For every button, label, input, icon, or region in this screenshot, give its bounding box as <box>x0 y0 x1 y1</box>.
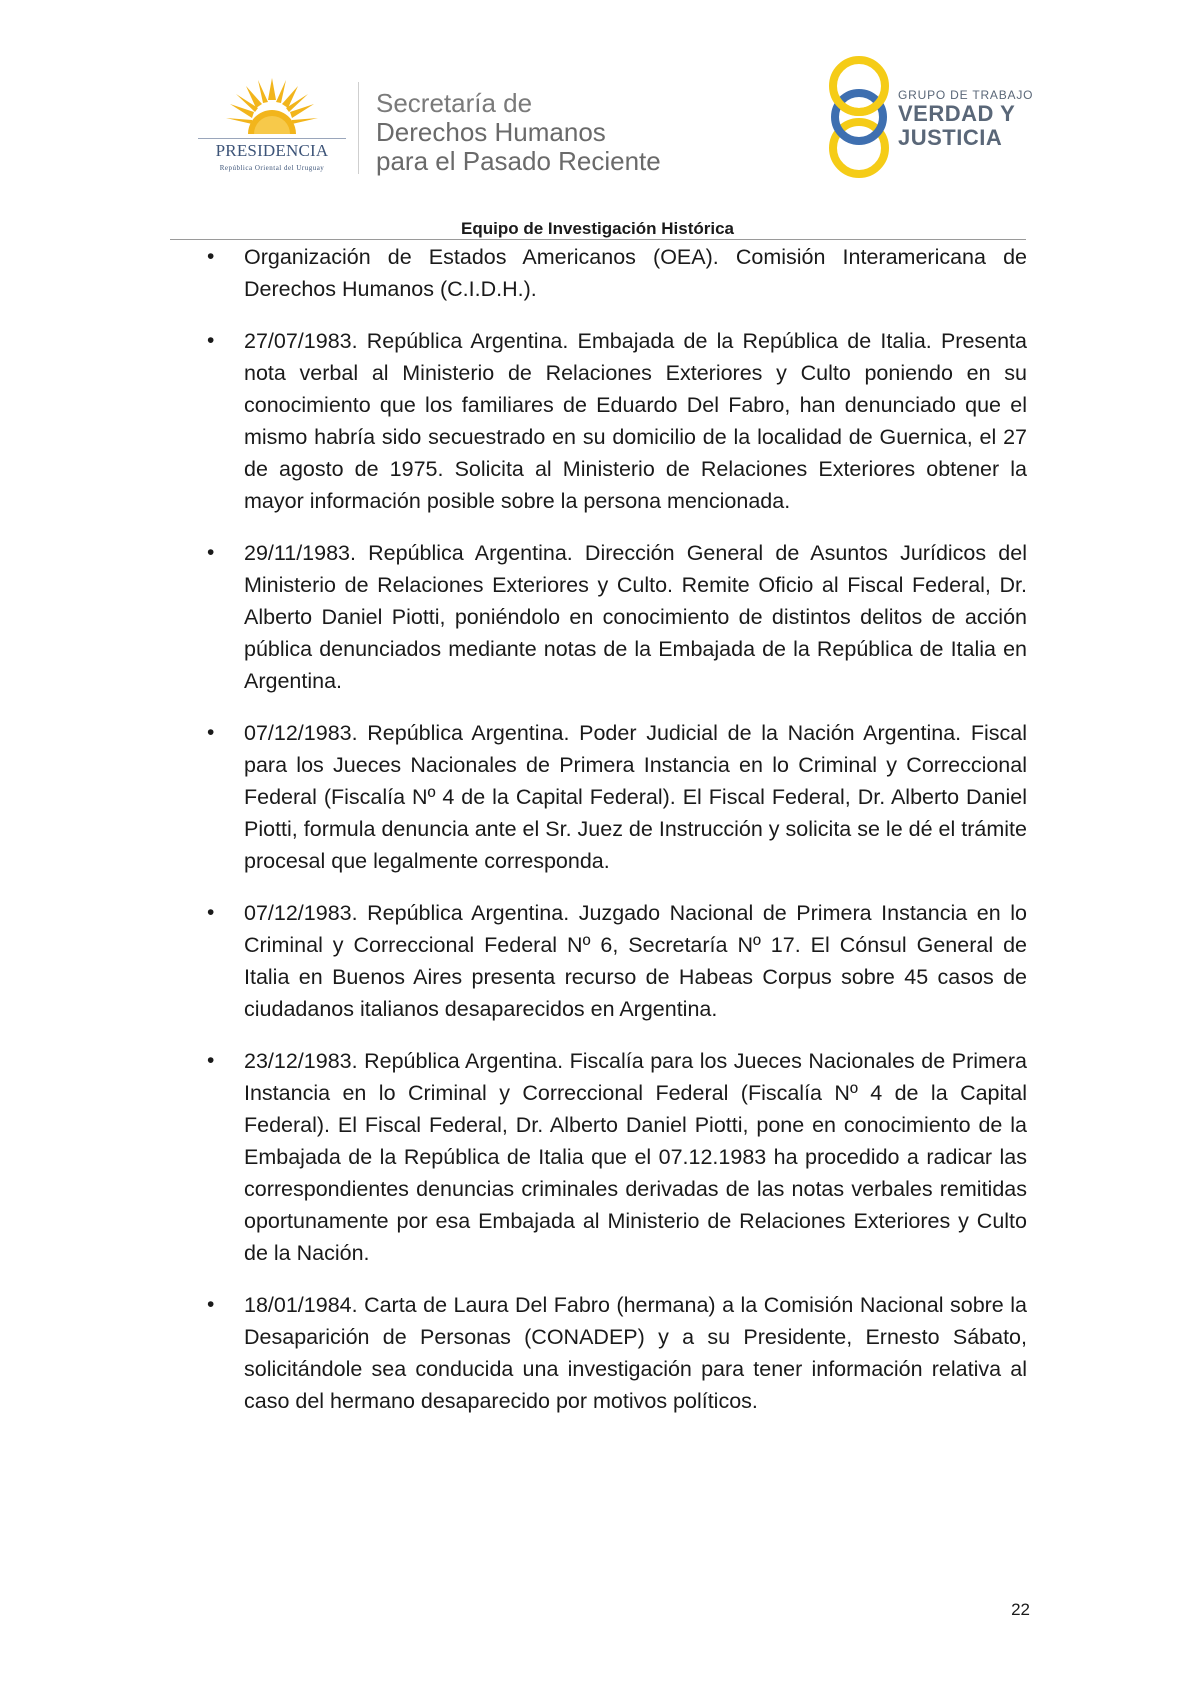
list-item <box>205 1289 1027 1417</box>
bullet: • <box>207 721 215 744</box>
document-body <box>205 241 1027 1437</box>
list-item-text: Organización de Estados Americanos (OEA). Comisión Interamericana de Derechos Humanos (C.I.D.H.). <box>244 245 1027 301</box>
list-item-text: 27/07/1983. República Argentina. Embajada de la República de Italia. Presenta nota verbal al Ministerio de Relaciones Exteriores y Culto poniendo en su conocimiento que los familiares de Eduardo Del Fabro, han denunciado que el mismo habría sido secuestrado en su domicilio de la localidad de Guernica, el 27 de agosto de 1975. Solicita al Ministerio de Relaciones Exteriores obtener la mayor información posible sobre la persona mencionada. <box>244 329 1027 513</box>
bullet: • <box>207 329 215 352</box>
grupo-label: GRUPO DE TRABAJO <box>898 88 1034 102</box>
list-item-text: 23/12/1983. República Argentina. Fiscalía para los Jueces Nacionales de Primera Instancia en lo Criminal y Correccional Federal (Fiscalía Nº 4 de la Capital Federal). El Fiscal Federal, Dr. Alberto Daniel Piotti, pone en conocimiento de la Embajada de la República de Italia que el 07.12.1983 ha procedido a radicar las correspondientes denuncias criminales derivadas de las notas verbales remitidas oportunamente por esa Embajada al Ministerio de Relaciones Exteriores y Culto de la Nación. <box>244 1049 1027 1265</box>
list-item <box>205 325 1027 517</box>
bullet: • <box>207 541 215 564</box>
bullet: • <box>207 245 215 268</box>
equipo-heading: Equipo de Investigación Histórica <box>461 219 734 238</box>
presidencia-logo <box>196 78 348 178</box>
grupo-title-line-1: VERDAD Y <box>898 101 1016 126</box>
page-number: 22 <box>1011 1600 1030 1619</box>
list-item <box>205 241 1027 305</box>
secretaria-line-2: Derechos Humanos <box>376 117 606 147</box>
presidencia-rule <box>198 138 346 139</box>
presidencia-subtitle: República Oriental del Uruguay <box>219 164 325 172</box>
bullet: • <box>207 901 215 924</box>
list-item-text: 18/01/1984. Carta de Laura Del Fabro (hermana) a la Comisión Nacional sobre la Desaparición de Personas (CONADEP) y a su Presidente, Ernesto Sábato, solicitándole sea conducida una investigación para tener información relativa al caso del hermano desaparecido por motivos políticos. <box>244 1293 1027 1413</box>
intertwined-rings-icon <box>822 56 896 178</box>
secretaria-line-1: Secretaría de <box>376 88 533 118</box>
grupo-title <box>898 102 1015 150</box>
uruguay-sun-icon <box>226 78 318 138</box>
list-item-text: 07/12/1983. República Argentina. Juzgado Nacional de Primera Instancia en lo Criminal y Correccional Federal Nº 6, Secretaría Nº 17. El Cónsul General de Italia en Buenos Aires presenta recurso de Habeas Corpus sobre 45 casos de ciudadanos italianos desaparecidos en Argentina. <box>244 901 1027 1021</box>
presidencia-name: PRESIDENCIA <box>215 141 329 160</box>
list-item-text: 29/11/1983. República Argentina. Dirección General de Asuntos Jurídicos del Ministerio de Relaciones Exteriores y Culto. Remite Oficio al Fiscal Federal, Dr. Alberto Daniel Piotti, poniéndolo en conocimiento de distintos delitos de acción pública denunciados mediante notas de la Embajada de la República de Italia en Argentina. <box>244 541 1027 693</box>
bullet: • <box>207 1049 215 1072</box>
list-item <box>205 537 1027 697</box>
list-item <box>205 1045 1027 1269</box>
header-rule <box>170 239 1026 240</box>
secretaria-title <box>376 89 661 176</box>
list-item <box>205 897 1027 1025</box>
list-item <box>205 717 1027 877</box>
page-header <box>0 0 1190 240</box>
grupo-trabajo-logo <box>822 56 1032 178</box>
header-divider <box>358 82 359 174</box>
list-item-text: 07/12/1983. República Argentina. Poder Judicial de la Nación Argentina. Fiscal para los Jueces Nacionales de Primera Instancia en lo Criminal y Correccional Federal (Fiscalía Nº 4 de la Capital Federal). El Fiscal Federal, Dr. Alberto Daniel Piotti, formula denuncia ante el Sr. Juez de Instrucción y solicita se le dé el trámite procesal que legalmente corresponda. <box>244 721 1027 873</box>
bullet: • <box>207 1293 215 1316</box>
grupo-title-line-2: JUSTICIA <box>898 125 1003 150</box>
secretaria-line-3: para el Pasado Reciente <box>376 146 661 176</box>
